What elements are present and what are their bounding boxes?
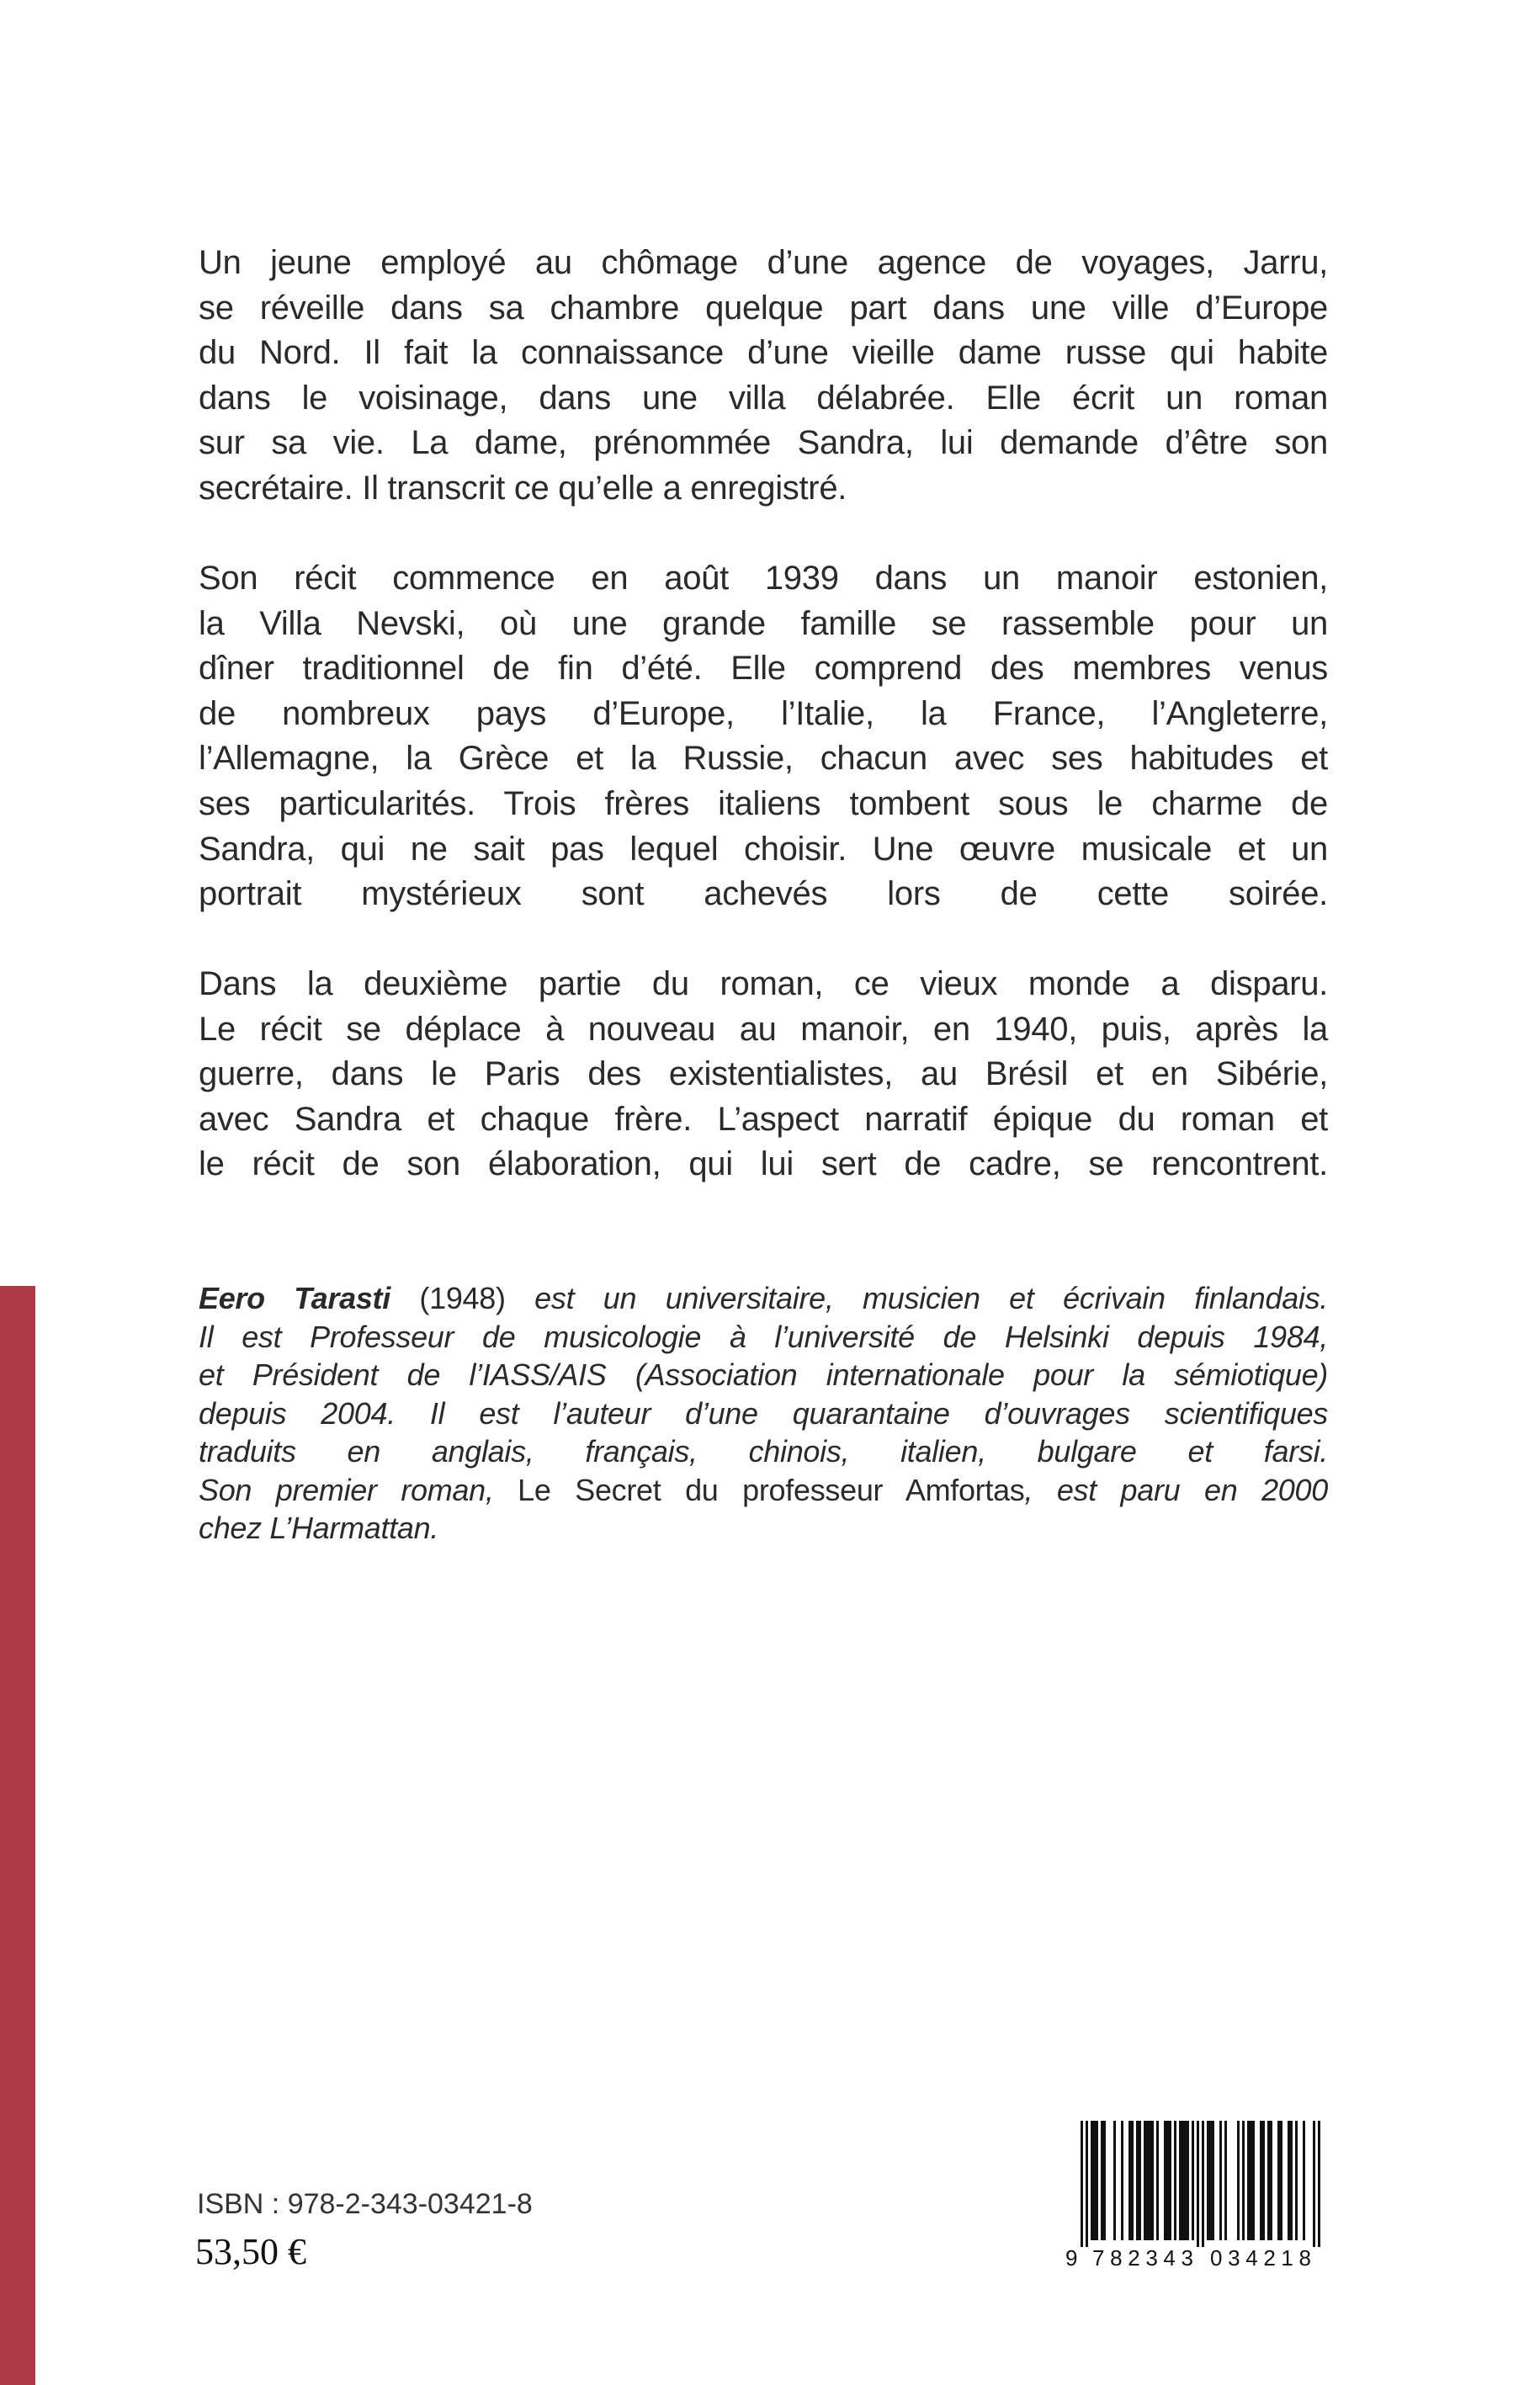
barcode-bar (1250, 2121, 1252, 2240)
summary-line: du Nord. Il fait la connaissance d’une vieille dame russe qui habite (199, 334, 1328, 372)
barcode-bar (1280, 2121, 1282, 2240)
barcode-bar (1128, 2121, 1131, 2240)
summary-line: ses particularités. Trois frères italiens tombent sous le charme de (199, 784, 1328, 822)
barcode-bar (1179, 2121, 1182, 2240)
barcode-left-digits: 782343 (1092, 2245, 1193, 2271)
barcode-bar (1149, 2121, 1151, 2240)
barcode-bar (1086, 2121, 1088, 2247)
barcode-bar (1270, 2121, 1272, 2240)
summary-line: dans le voisinage, dans une villa délabrée. Elle écrit un roman (199, 379, 1328, 417)
barcode-bar (1288, 2121, 1290, 2240)
barcode-bar (1187, 2121, 1189, 2240)
barcode-bar (1209, 2121, 1212, 2240)
barcode-bar (1202, 2121, 1204, 2247)
barcode-bar (1224, 2121, 1227, 2240)
barcode-bar (1197, 2121, 1199, 2247)
barcode-bar (1295, 2121, 1298, 2240)
barcode-bar (1212, 2121, 1214, 2240)
author-name: Eero Tarasti (199, 1281, 390, 1315)
isbn: ISBN : 978-2-343-03421-8 (197, 2188, 533, 2220)
red-accent-bar (0, 1286, 35, 2385)
barcode-bar (1144, 2121, 1146, 2240)
barcode-bar (1260, 2121, 1262, 2240)
summary-line: Un jeune employé au chômage d’une agence de voyages, Jarru, (199, 244, 1328, 281)
barcode-bar (1169, 2121, 1171, 2240)
summary-line: la Villa Nevski, où une grande famille se rassemble pour un (199, 604, 1328, 642)
barcode-bar (1262, 2121, 1265, 2240)
barcode-bar (1174, 2121, 1176, 2240)
summary-line: se réveille dans sa chambre quelque part dans une ville d’Europe (199, 289, 1328, 327)
bio-line: depuis 2004. Il est l’auteur d’une quarantaine d’ouvrages scientifiques (199, 1395, 1328, 1431)
summary-line: portrait mystérieux sont achevés lors de cette soirée. (199, 875, 1328, 913)
bio-line: et Président de l’IASS/AIS (Association internationale pour la sémiotique) (199, 1357, 1328, 1392)
summary-paragraph (199, 962, 1328, 1187)
barcode-bar (1081, 2121, 1083, 2247)
barcode-bar (1101, 2121, 1103, 2240)
summary-line: Sandra, qui ne sait pas lequel choisir. Une œuvre musicale et un (199, 830, 1328, 868)
barcode-bar (1219, 2121, 1222, 2240)
barcode-bar (1096, 2121, 1098, 2240)
barcode (1062, 2121, 1331, 2272)
barcode-bar (1277, 2121, 1280, 2240)
bio-text: Son premier roman, (199, 1472, 518, 1507)
barcode-bar (1151, 2121, 1154, 2240)
summary-line: guerre, dans le Paris des existentialistes, au Brésil et en Sibérie, (199, 1055, 1328, 1093)
barcode-first-digit: 9 (1065, 2245, 1078, 2271)
barcode-bar (1121, 2121, 1123, 2240)
summary-line: le récit de son élaboration, qui lui sert de cadre, se rencontrent. (199, 1145, 1328, 1183)
barcode-bar (1247, 2121, 1250, 2240)
barcode-bar (1182, 2121, 1184, 2240)
barcode-bar (1290, 2121, 1293, 2240)
summary-paragraph (199, 241, 1328, 512)
barcode-bar (1252, 2121, 1255, 2240)
summary-line: Dans la deuxième partie du roman, ce vieux monde a disparu. (199, 965, 1328, 1002)
summary-line: dîner traditionnel de fin d’été. Elle comprend des membres venus (199, 650, 1328, 688)
barcode-bar (1313, 2121, 1315, 2247)
author-bio (199, 1279, 1328, 1548)
summary-line: avec Sandra et chaque frère. L’aspect narratif épique du roman et (199, 1100, 1328, 1138)
summary-line: de nombreux pays d’Europe, l’Italie, la France, l’Angleterre, (199, 694, 1328, 732)
bio-line: traduits en anglais, français, chinois, italien, bulgare et farsi. (199, 1434, 1328, 1469)
summary-line: Le récit se déplace à nouveau au manoir, en 1940, puis, après la (199, 1010, 1328, 1048)
barcode-bar (1242, 2121, 1245, 2240)
barcode-bar (1113, 2121, 1116, 2240)
barcode-bar (1131, 2121, 1134, 2240)
barcode-right-digits: 034218 (1210, 2245, 1311, 2271)
barcode-bar (1184, 2121, 1187, 2240)
barcode-bar (1318, 2121, 1320, 2247)
barcode-bar (1103, 2121, 1106, 2240)
bio-line: chez L’Harmattan. (199, 1511, 439, 1545)
barcode-bar (1303, 2121, 1305, 2240)
summary-line: l’Allemagne, la Grèce et la Russie, chacun avec ses habitudes et (199, 740, 1328, 778)
bio-text: , est paru en 2000 (1024, 1472, 1328, 1507)
barcode-bar (1146, 2121, 1149, 2240)
summary-line: sur sa vie. La dame, prénommée Sandra, lui demande d’être son (199, 424, 1328, 462)
bio-text: est un universitaire, musicien et écrivain finlandais. (505, 1281, 1329, 1315)
barcode-bar (1139, 2121, 1141, 2240)
barcode-bar (1091, 2121, 1093, 2240)
book-title: Le Secret du professeur Amfortas (518, 1472, 1025, 1507)
barcode-bar (1207, 2121, 1209, 2240)
barcode-bar (1267, 2121, 1270, 2240)
barcode-bar (1164, 2121, 1166, 2240)
summary-line: Son récit commence en août 1939 dans un manoir estonien, (199, 560, 1328, 597)
bio-line: Il est Professeur de musicologie à l’université de Helsinki depuis 1984, (199, 1319, 1328, 1354)
barcode-bar (1136, 2121, 1139, 2240)
barcode-bar (1192, 2121, 1194, 2240)
summary-paragraph (199, 556, 1328, 917)
summary-line: secrétaire. Il transcrit ce qu’elle a enregistré. (199, 469, 847, 507)
barcode-bar (1166, 2121, 1169, 2240)
bio-line (199, 1279, 1328, 1318)
author-birth-year: (1948) (390, 1281, 506, 1315)
price: 53,50 € (195, 2231, 306, 2272)
barcode-bar (1156, 2121, 1159, 2240)
bio-line (199, 1471, 1328, 1510)
barcode-bar (1237, 2121, 1240, 2240)
barcode-bar (1093, 2121, 1096, 2240)
